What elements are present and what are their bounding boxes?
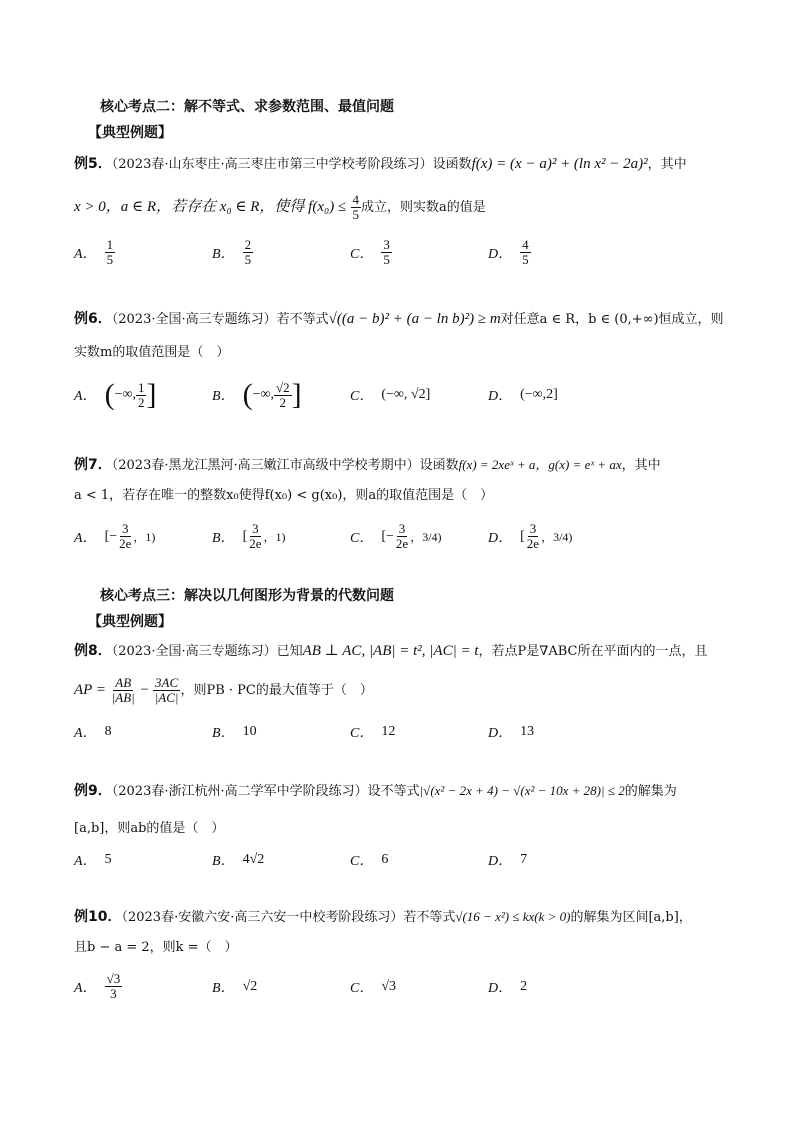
option-label: C．: [350, 980, 374, 996]
option-b: [212, 238, 350, 267]
option-label: D．: [488, 389, 513, 404]
math-expression: f(x) = (x − a)² + (ln x² − 2a)²: [471, 156, 648, 172]
option-c: [350, 850, 488, 870]
example-5-line-1: [74, 153, 754, 176]
option-label: B．: [212, 246, 235, 262]
fraction-numerator: 1: [137, 379, 145, 395]
option-text: 7: [520, 852, 528, 867]
option-a: A． ( −∞, $\frac{1}{2}$ ]: [74, 378, 157, 411]
question-text: 对任意a ∈ R，b ∈ (0,+∞)恒成立，则: [500, 312, 724, 327]
option-label: B．: [212, 530, 235, 546]
fraction-denominator: 2: [137, 394, 145, 410]
option-label: C．: [350, 389, 374, 404]
section-heading: 核心考点二：解不等式、求参数范围、最值问题: [100, 99, 394, 115]
example-8-line-2: [74, 676, 754, 705]
option-label: A．: [74, 246, 97, 262]
option-text: 12: [381, 724, 396, 739]
option-c: [350, 977, 488, 997]
fraction-denominator: 5: [522, 252, 529, 267]
section-label: 【典型例题】: [88, 125, 172, 141]
option-text: √3: [381, 978, 397, 994]
option-d: [488, 722, 626, 742]
option-text: √2: [242, 978, 258, 994]
question-text: （2023·全国·高三专题练习）若不等式: [111, 312, 329, 327]
interval-left: [−: [381, 528, 394, 544]
option-label: B．: [212, 980, 235, 996]
fraction-denominator: |AC|: [154, 690, 179, 705]
option-label: B．: [212, 389, 235, 404]
question-text: a < 1，若存在唯一的整数x₀使得f(x₀) < g(x₀)，则a的取值范围是（ ）: [74, 488, 494, 503]
option-label: A．: [74, 726, 97, 741]
option-c: [350, 385, 488, 405]
option-label: A．: [74, 530, 97, 546]
question-text: 的解集为: [624, 784, 677, 799]
math-expression: f(x) = 2xeˣ + a，g(x) = eˣ + ax: [458, 457, 622, 472]
fraction-numerator: 3: [529, 521, 537, 536]
option-a: [74, 522, 212, 551]
fraction-denominator: 5: [383, 252, 390, 267]
option-label: C．: [350, 246, 374, 262]
question-text: （2023·全国·高三专题练习）已知: [111, 644, 303, 659]
option-a: [74, 972, 212, 1001]
fraction-denominator: 5: [106, 252, 114, 267]
option-label: D．: [488, 726, 513, 741]
option-label: C．: [350, 530, 374, 546]
question-text: 成立，则实数a的值是: [361, 200, 486, 215]
example-label: 例5．: [74, 156, 112, 172]
option-a: [74, 722, 212, 742]
question-text: ，其中: [621, 458, 661, 473]
interval-right: ，3/4): [541, 530, 573, 544]
option-b: [212, 722, 350, 742]
interval-left: −∞,: [252, 387, 274, 402]
option-a: [74, 850, 212, 870]
option-b: [212, 522, 350, 551]
option-label: A．: [74, 980, 97, 996]
fraction-numerator: √2: [275, 379, 290, 395]
option-label: D．: [488, 854, 513, 869]
option-c: [350, 722, 488, 742]
example-6-line-1: [74, 308, 754, 331]
option-label: B．: [212, 726, 235, 741]
example-9-options: [74, 850, 754, 870]
example-7-line-2: [74, 484, 754, 507]
option-label: D．: [488, 980, 513, 996]
math-expression: AP =: [74, 682, 110, 698]
section-heading: 核心考点三：解决以几何图形为背景的代数问题: [100, 588, 394, 604]
math-expression: x > 0，a ∈ R，若存在 x₀ ∈ R，使得 f(x₀) ≤: [74, 199, 347, 215]
option-text: 6: [381, 852, 389, 867]
option-label: A．: [74, 389, 97, 404]
math-expression: |√(x² − 2x + 4) − √(x² − 10x + 28)| ≤ 2: [419, 783, 625, 798]
option-text: (−∞, √2]: [381, 387, 431, 402]
fraction-numerator: 3: [398, 521, 406, 536]
interval-left: [: [520, 528, 525, 544]
option-d: [488, 238, 626, 267]
example-label: 例9．: [74, 783, 112, 799]
option-text: 8: [104, 724, 112, 739]
fraction-denominator: |AB|: [111, 690, 135, 705]
option-d: [488, 850, 626, 870]
question-text: 的解集为区间[a,b]，: [570, 910, 692, 925]
question-text: ，其中: [647, 157, 687, 172]
option-text: 5: [104, 852, 112, 867]
example-10-line-2: [74, 936, 754, 959]
fraction-numerator: 1: [106, 237, 114, 252]
fraction-numerator: 3: [122, 521, 129, 536]
fraction-numerator: 3: [252, 521, 259, 536]
option-text: 10: [242, 724, 257, 739]
option-c: [350, 238, 488, 267]
example-10-line-1: [74, 906, 754, 929]
example-7-options: [74, 522, 754, 551]
example-5-options: [74, 238, 754, 267]
example-7-line-1: [74, 454, 754, 477]
option-label: B．: [212, 854, 235, 869]
interval-right: ，1): [133, 530, 156, 544]
math-expression: √((a − b)² + (a − ln b)²) ≥ m: [328, 311, 501, 327]
example-6-line-2: [74, 341, 754, 364]
interval-left: [: [242, 528, 248, 544]
fraction-denominator: 2e: [119, 536, 132, 551]
question-text: （2023春·浙江杭州·高二学军中学阶段练习）设不等式: [111, 784, 420, 799]
example-9-line-1: [74, 780, 754, 803]
math-expression: √(16 − x²) ≤ kx(k > 0): [455, 909, 571, 924]
option-d: [488, 385, 626, 405]
interval-right: ，3/4): [410, 530, 442, 544]
question-text: ，则PB · PC的最大值等于（ ）: [180, 683, 373, 698]
example-label: 例8．: [74, 643, 112, 659]
fraction-denominator: 3: [110, 986, 117, 1001]
option-a: [74, 238, 212, 267]
option-label: A．: [74, 854, 97, 869]
example-9-line-2: [74, 817, 754, 840]
option-b: [212, 850, 350, 870]
example-label: 例6．: [74, 311, 112, 327]
math-operator: −: [136, 682, 153, 698]
option-text: (−∞,2]: [520, 387, 558, 402]
fraction-denominator: 5: [352, 207, 359, 222]
option-b: B． ( −∞, $\frac{√2}{2}$ ]: [212, 378, 302, 411]
question-text: （2023春·安徽六安·高三六安一中校考阶段练习）若不等式: [121, 910, 456, 925]
interval-right: ，1): [263, 530, 286, 544]
fraction-denominator: 2e: [395, 536, 409, 551]
example-8-options: [74, 722, 754, 742]
fraction-numerator: 3AC: [155, 675, 179, 690]
fraction-numerator: 4: [522, 237, 529, 252]
example-label: 例7．: [74, 457, 112, 473]
fraction-numerator: 4: [352, 192, 359, 207]
example-5-line-2: [74, 193, 754, 222]
fraction: [110, 676, 137, 705]
fraction: [153, 676, 181, 705]
option-d: [488, 522, 626, 551]
option-text: 4√2: [242, 852, 265, 867]
option-c: [350, 522, 488, 551]
option-text: 2: [520, 978, 528, 994]
fraction-numerator: AB: [115, 675, 132, 690]
fraction-numerator: 3: [383, 237, 390, 252]
question-text: 实数m的取值范围是（ ）: [74, 345, 230, 360]
option-d: [488, 977, 626, 997]
interval-left: [−: [104, 528, 118, 544]
question-text: 且b − a = 2，则k =（ ）: [74, 940, 238, 955]
fraction: [351, 193, 362, 222]
option-label: D．: [488, 246, 513, 262]
fraction-denominator: 2e: [526, 536, 540, 551]
fraction-numerator: 2: [244, 237, 252, 252]
question-text: [a,b]，则ab的值是（ ）: [74, 821, 225, 836]
interval-left: −∞,: [114, 387, 136, 402]
example-label: 例10．: [74, 909, 122, 925]
option-label: C．: [350, 726, 374, 741]
section-label: 【典型例题】: [88, 614, 172, 630]
fraction-denominator: 5: [244, 252, 252, 267]
option-b: [212, 977, 350, 997]
fraction-numerator: √3: [106, 971, 121, 986]
example-10-options: [74, 972, 754, 1001]
example-6-options: [74, 380, 754, 410]
option-label: C．: [350, 854, 374, 869]
question-text: ，若点P是∇ABC所在平面内的一点，且: [478, 644, 708, 659]
question-text: （2023春·山东枣庄·高三枣庄市第三中学校考阶段练习）设函数: [111, 157, 472, 172]
math-expression: AB ⊥ AC, |AB| = t², |AC| = t: [302, 643, 479, 659]
fraction-denominator: 2: [279, 394, 287, 410]
option-label: D．: [488, 530, 513, 546]
example-8-line-1: [74, 640, 754, 663]
fraction-denominator: 2e: [249, 536, 262, 551]
option-text: 13: [520, 724, 535, 739]
question-text: （2023春·黑龙江黑河·高三嫩江市高级中学校考期中）设函数: [111, 458, 459, 473]
